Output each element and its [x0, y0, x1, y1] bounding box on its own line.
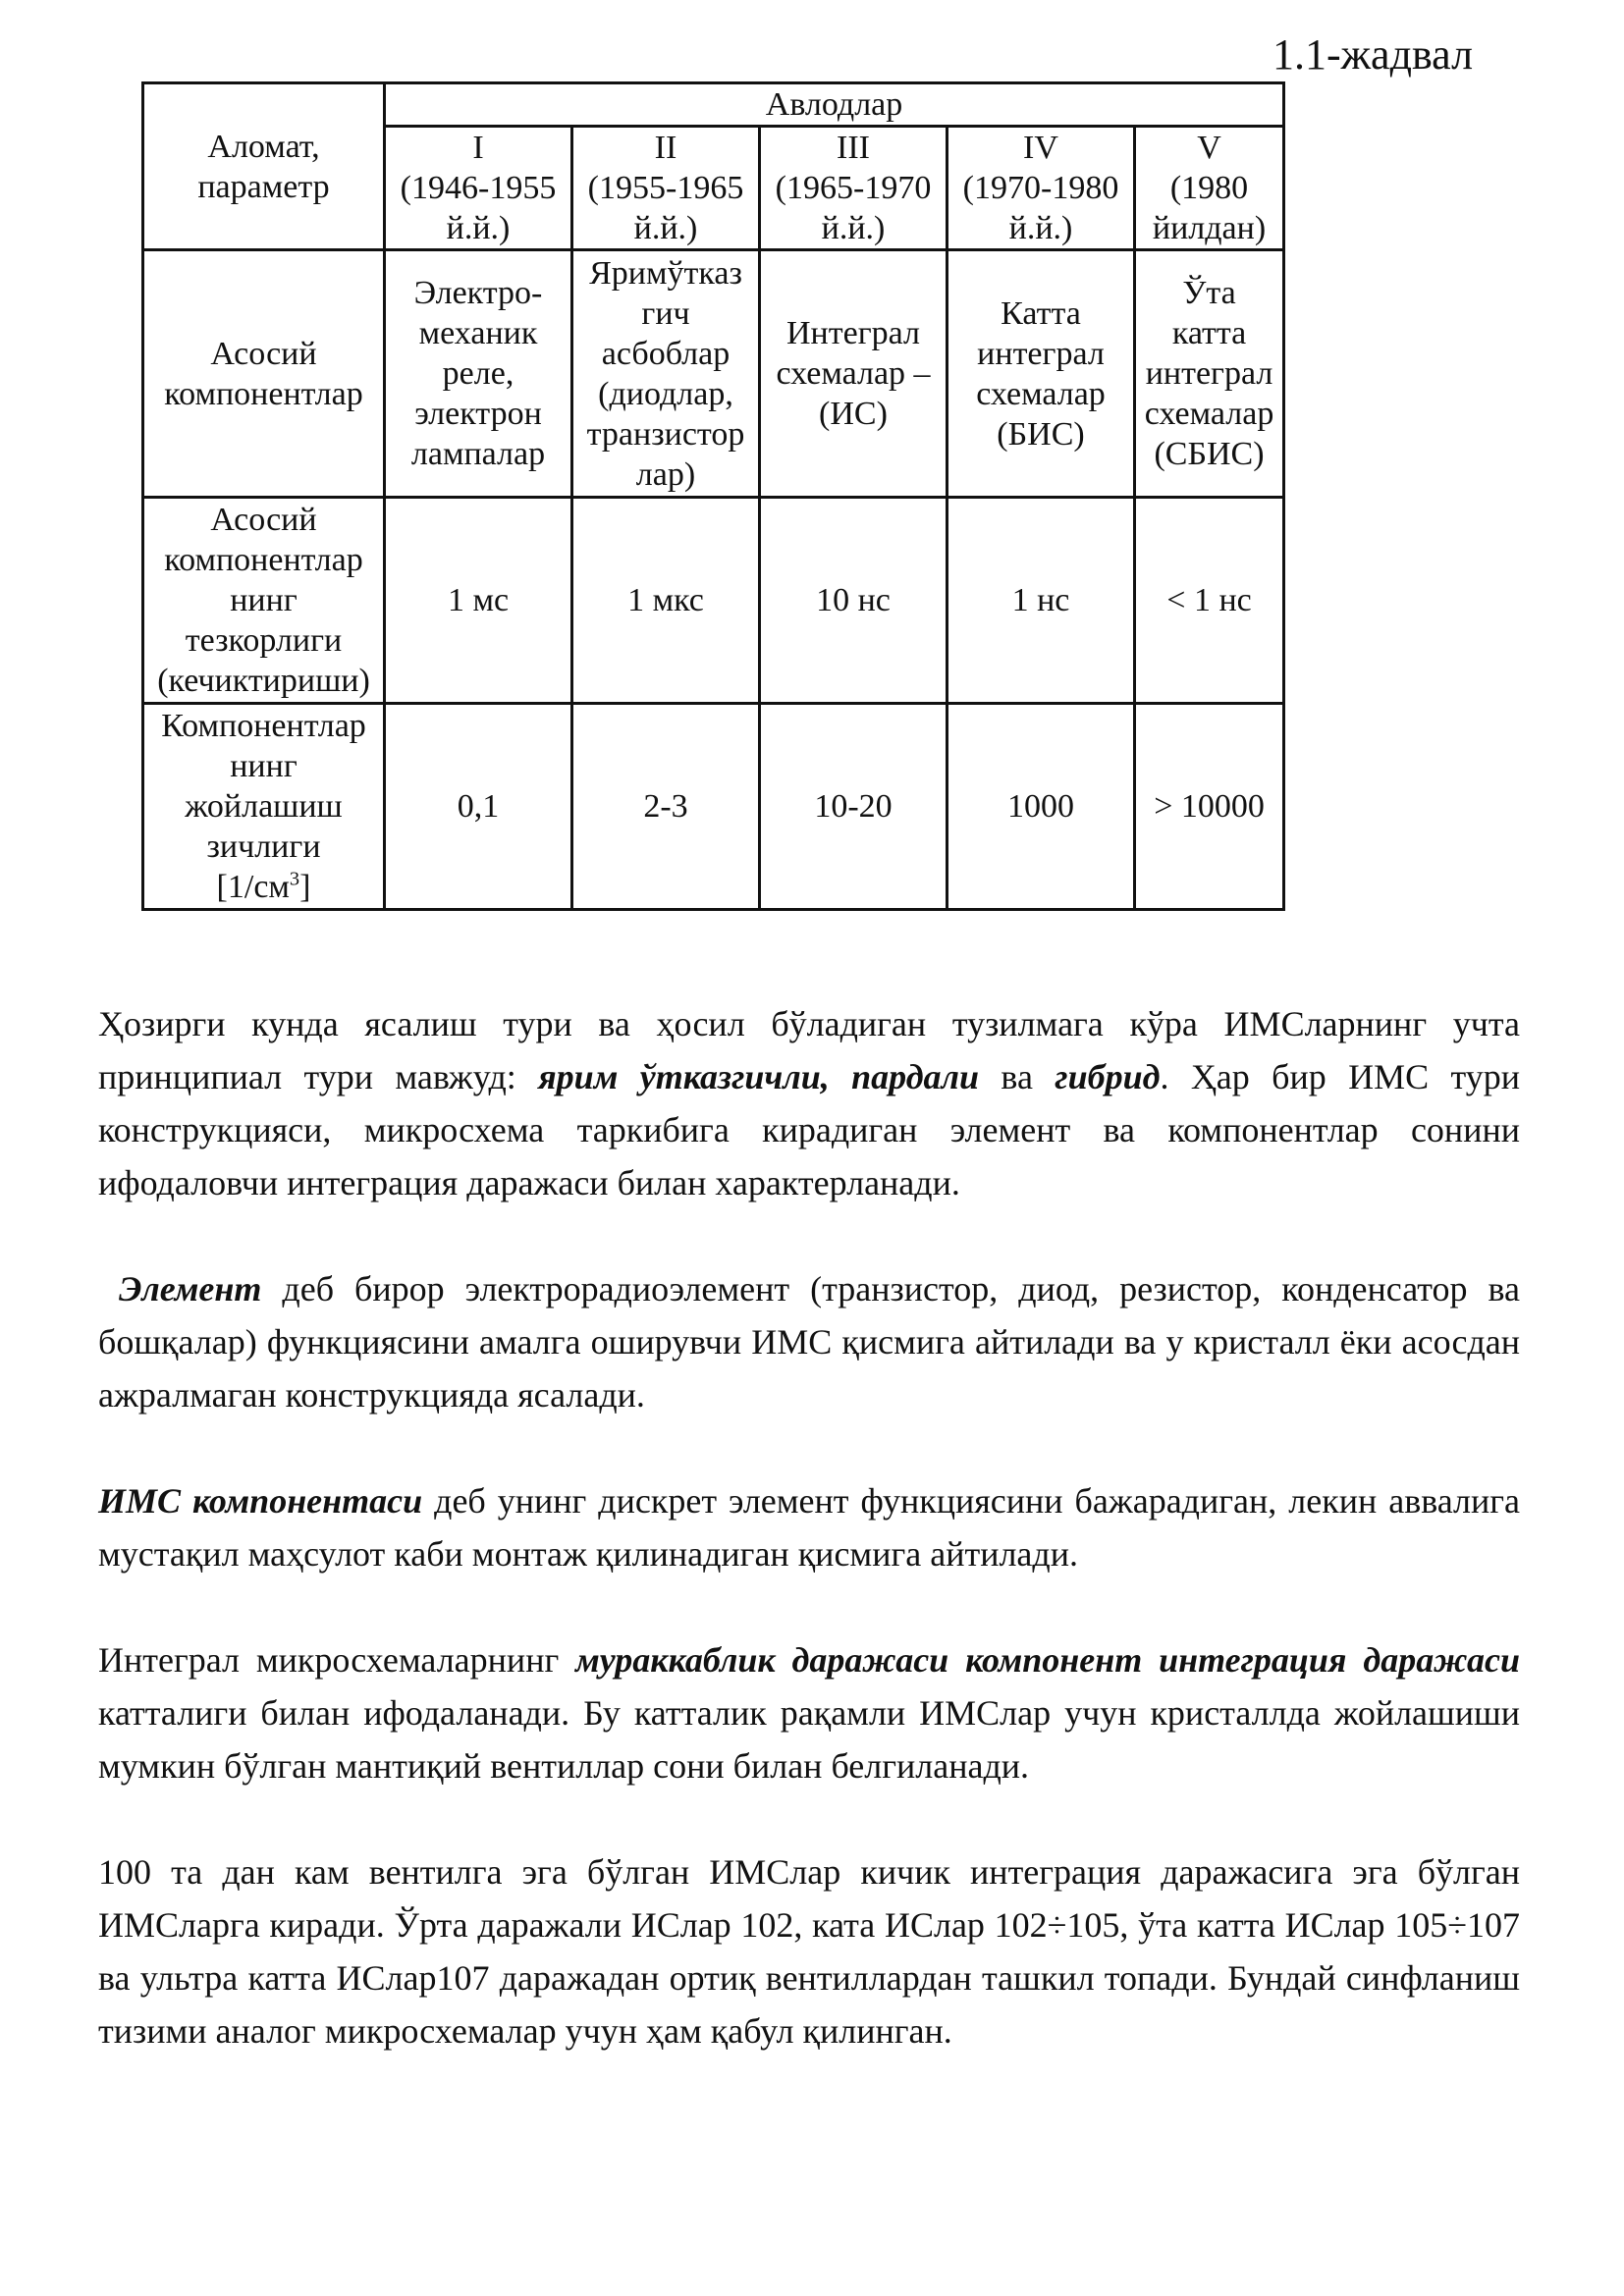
header-group-cell: Авлодлар [385, 83, 1284, 127]
row-label-cell: Асосий компонентлар [143, 250, 385, 498]
header-corner-cell: Аломат, параметр [143, 83, 385, 250]
table-cell: 0,1 [385, 704, 572, 910]
generations-table [141, 81, 1285, 911]
header-generation-cell: IV (1970-1980 й.й.) [947, 127, 1135, 250]
paragraph-element-definition: Элемент деб бирор электрорадиоэлемент (транзистор, диод, резистор, конденсатор ва бошқалар) функциясини амалга оширувчи ИМС қисмига айтилади ва у кристалл ёки асосдан ажралмаган конструкцияда ясалади. [98, 1269, 1521, 1415]
header-generation-cell: II (1955-1965 й.й.) [572, 127, 760, 250]
paragraph-complexity: Интеграл микросхемаларнинг мураккаблик даражаси компонент интеграция даражаси катталиги билан ифодаланади. Бу катталик рақамли ИМСлар учун кристаллда жойлашиши мумкин бўлган мантиқий вентиллар сони билан белгиланади. [98, 1640, 1520, 1786]
header-generation-cell: I (1946-1955 й.й.) [385, 127, 572, 250]
table-cell: 2-3 [572, 704, 760, 910]
table-cell: 10 нс [760, 498, 947, 704]
table-cell: Интеграл схемалар – (ИС) [760, 250, 947, 498]
table-cell: < 1 нс [1135, 498, 1284, 704]
table-cell: Электро- механик реле, электрон лампалар [385, 250, 572, 498]
paragraph-classification: 100 та дан кам вентилга эга бўлган ИМСлар кичик интеграция даражасига эга бўлган ИМСларга киради. Ўрта даражали ИСлар 102, ката ИСлар 102÷105, ўта катта ИСлар 105÷107 ва ультра катта ИСлар107 даражадан ортиқ вентиллардан ташкил топади. Бундай синфланиш тизими аналог микросхемалар учун ҳам қабул қилинган. [98, 1852, 1520, 2051]
table-row [143, 704, 1284, 910]
table-cell: 1 мкс [572, 498, 760, 704]
table-cell: Катта интеграл схемалар (БИС) [947, 250, 1135, 498]
table-cell: 1000 [947, 704, 1135, 910]
table-cell: > 10000 [1135, 704, 1284, 910]
header-generation-cell: V (1980 йилдан) [1135, 127, 1284, 250]
table-cell: Ўта катта интеграл схемалар (СБИС) [1135, 250, 1284, 498]
table-header-group-row [143, 83, 1284, 127]
header-generation-cell: III (1965-1970 й.й.) [760, 127, 947, 250]
table-cell: Яримўтказ гич асбоблар (диодлар, транзистор лар) [572, 250, 760, 498]
body-text [98, 997, 1520, 2110]
table-caption: 1.1-жадвал [1272, 30, 1474, 79]
paragraph-component-definition: ИМС компонентаси деб унинг дискрет элемент функциясини бажарадиган, лекин аввалига мустақил маҳсулот каби монтаж қилинадиган қисмига айтилади. [98, 1481, 1520, 1574]
table-row [143, 250, 1284, 498]
table-cell: 1 нс [947, 498, 1135, 704]
table-row [143, 498, 1284, 704]
paragraph-ims-types: Ҳозирги кунда ясалиш тури ва ҳосил бўладиган тузилмага кўра ИМСларнинг учта принципиал тури мавжуд: ярим ўтказгичли, пардали ва гибрид. Ҳар бир ИМС тури конструкцияси, микросхема таркибига кирадиган элемент ва компонентлар сонини ифодаловчи интеграция даражаси билан характерланади. [98, 1004, 1520, 1202]
row-label-cell: Компонентлар нинг жойлашиш зичлиги $[1/см^3]$ [143, 704, 385, 910]
table-cell: 1 мс [385, 498, 572, 704]
row-label-cell: Асосий компонентлар нинг тезкорлиги (кечиктириши) [143, 498, 385, 704]
table-cell: 10-20 [760, 704, 947, 910]
